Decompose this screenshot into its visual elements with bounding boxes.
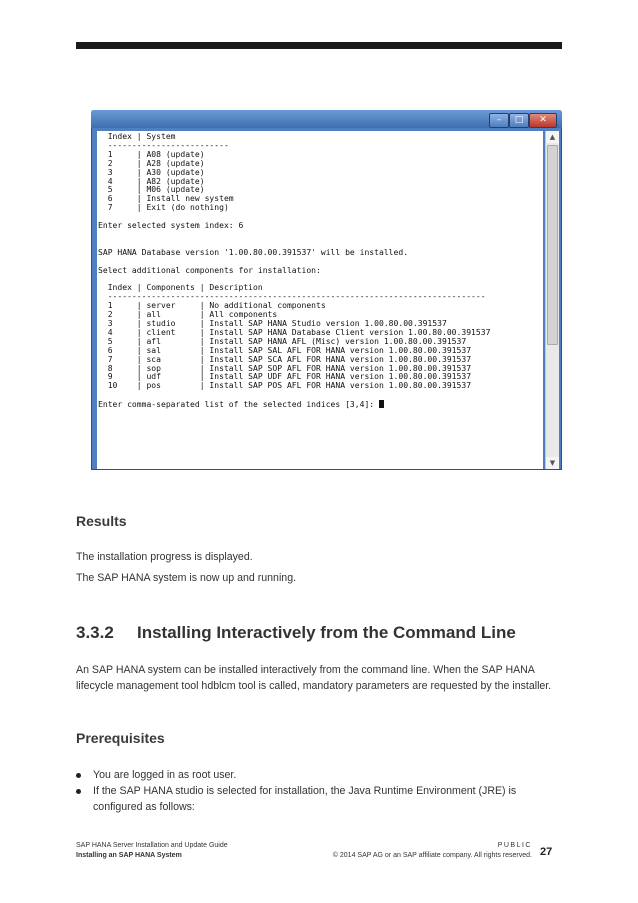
footer-chapter: Installing an SAP HANA System: [76, 852, 182, 859]
list-item-text: You are logged in as root user.: [93, 769, 237, 781]
footer-guide-title: SAP HANA Server Installation and Update Guide: [76, 842, 228, 849]
results-heading: Results: [76, 513, 127, 529]
bullet-icon: [76, 773, 81, 778]
minimize-icon[interactable]: –: [489, 113, 509, 128]
text-cursor: [379, 400, 384, 408]
footer-copyright: © 2014 SAP AG or an SAP affiliate company. All rights reserved.: [332, 852, 532, 859]
maximize-icon[interactable]: □: [509, 113, 529, 128]
results-paragraph-1: The installation progress is displayed.: [76, 551, 253, 563]
scrollbar-thumb[interactable]: [547, 145, 558, 345]
list-item: [76, 767, 562, 783]
section-number: 3.3.2: [76, 623, 114, 642]
close-icon[interactable]: ✕: [529, 113, 557, 128]
bullet-icon: [76, 789, 81, 794]
header-rule: [76, 42, 562, 49]
prerequisites-heading: Prerequisites: [76, 730, 165, 746]
section-body: An SAP HANA system can be installed interactively from the command line. When the SAP HANA lifecycle management tool hdblcm tool is called, mandatory parameters are requested by the installer.: [76, 664, 552, 692]
terminal-window: [91, 110, 562, 470]
console-text: Index | System ------------------------- 1 | A08 (update) 2 | A28 (update) 3 | A30 (update) 4 | A82 (update) 5 | M06 (update) 6 | Install new system 7 | Exit (do nothing) Enter selected system index: 6 SAP HANA Database version '1.00.80.00.391537' will be installed. Select additional components for installation: Index | Components | Description ------------------------------------------------------------------------------ 1 | server | No additional components 2 | all | All components 3 | studio | Install SAP HANA Studio version 1.00.80.00.391537 4 | client | Install SAP HANA Database Client version 1.00.80.00.391537 5 | afl | Install SAP HANA AFL (Misc) version 1.00.80.00.391537 6 | sal | Install SAP SAL AFL FOR HANA version 1.00.80.00.391537 7 | sca | Install SAP SCA AFL FOR HANA version 1.00.80.00.391537 8 | sop | Install SAP SOP AFL FOR HANA version 1.00.80.00.391537 9 | udf | Install SAP UDF AFL FOR HANA version 1.00.80.00.391537 10 | pos | Install SAP POS AFL FOR HANA version 1.00.80.00.391537 Enter comma-separated list of the selected indices [3,4]:: [98, 132, 491, 410]
scroll-down-icon[interactable]: ▼: [546, 457, 559, 469]
scroll-up-icon[interactable]: ▲: [546, 131, 559, 143]
vertical-scrollbar[interactable]: [545, 131, 559, 469]
prerequisites-list: [76, 767, 562, 815]
results-paragraph-2: The SAP HANA system is now up and running.: [76, 572, 297, 584]
list-item: [76, 783, 562, 815]
console-output[interactable]: [97, 131, 543, 469]
list-item-text: If the SAP HANA studio is selected for installation, the Java Runtime Environment (JRE) is configured as follows:: [93, 785, 517, 813]
section-title: Installing Interactively from the Command Line: [137, 623, 516, 642]
page-number: 27: [540, 846, 553, 858]
footer-classification: PUBLIC: [497, 842, 532, 849]
section-heading: [76, 623, 516, 643]
